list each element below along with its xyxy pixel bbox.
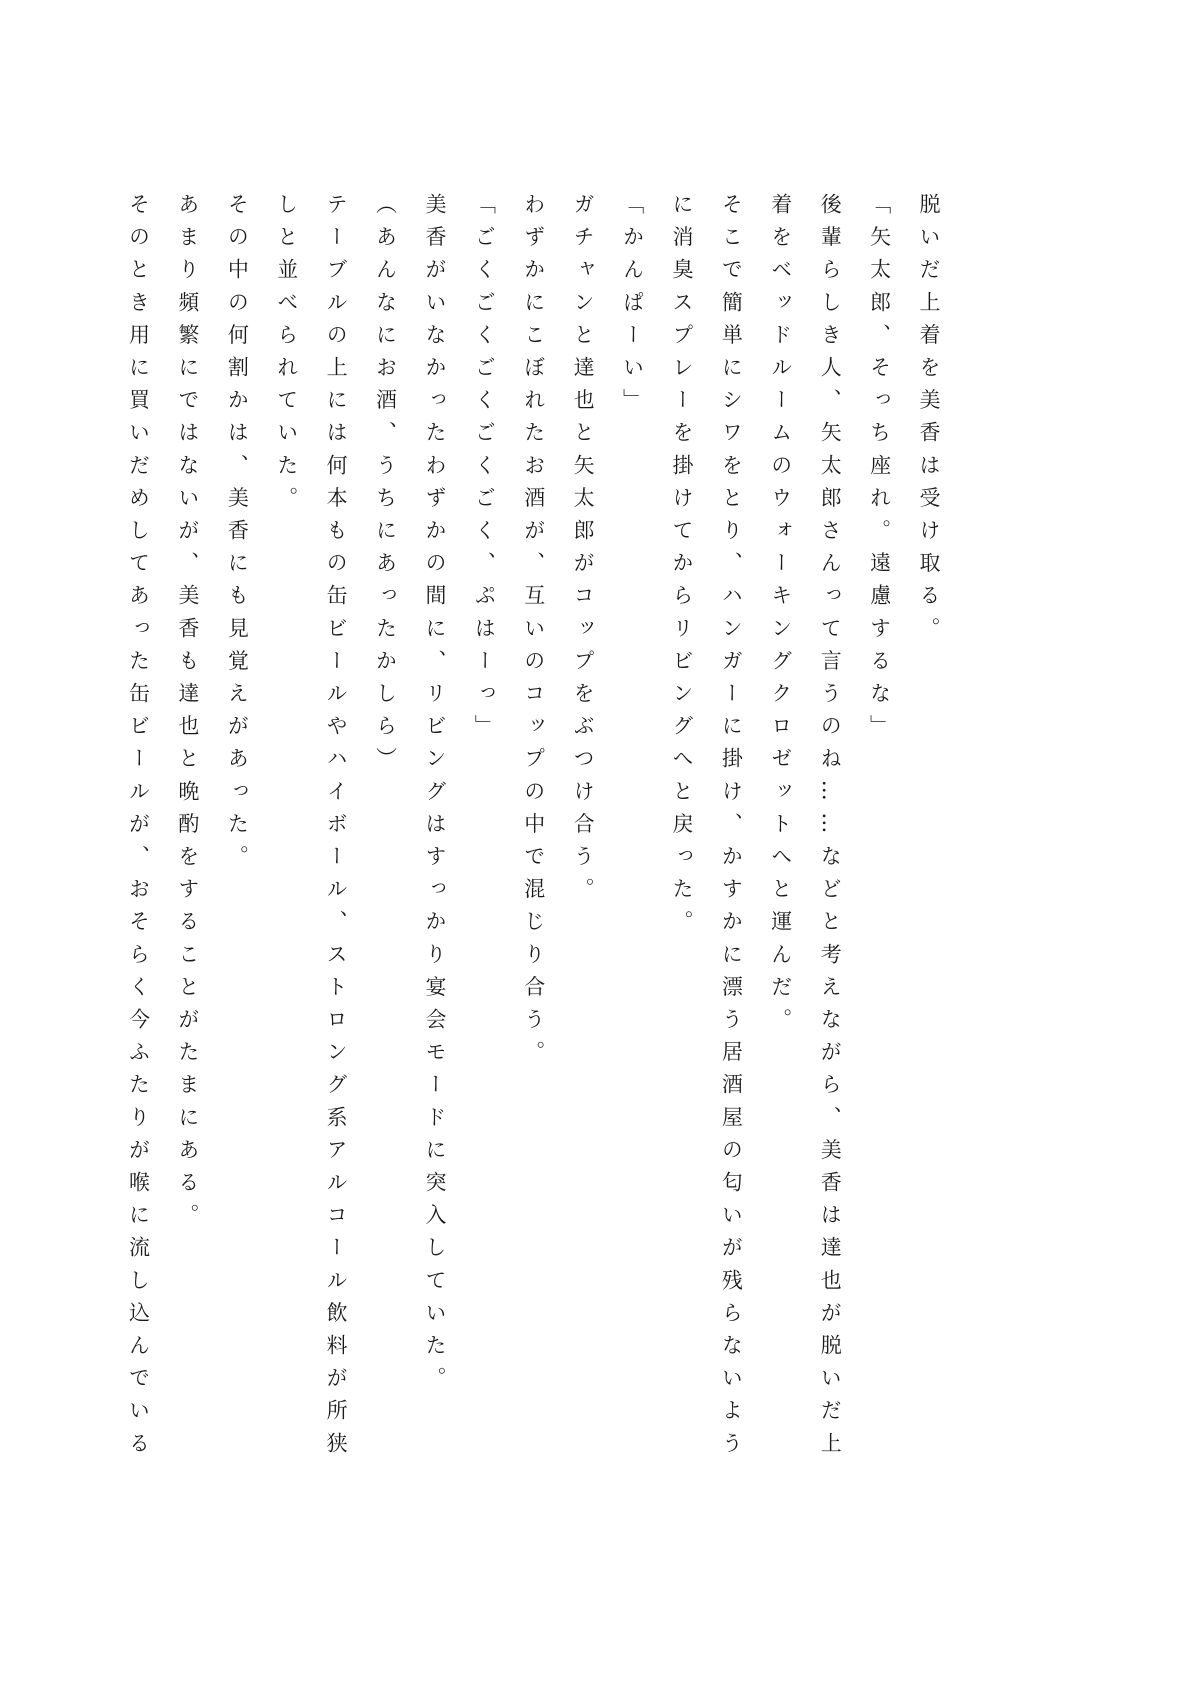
text-line: 脱いだ上着を美香は受け取る。 [917,193,941,650]
text-line: 「かんぱーい」 [620,193,645,422]
text-line: わずかにこぼれたお酒が、互いのコップの中で混じり合う。 [521,193,546,1074]
text-line: あまり頻繁にではないが、美香も達也と晩酌をすることがたまにある。 [175,193,200,1237]
text-line: そのとき用に買いだめしてあった缶ビールが、おそらく今ふたりが喉に流し込んでいる [126,193,151,1465]
text-line: （あんなにお酒、うちにあったかしら） [373,193,398,780]
text-line: 「ごくごくごくごくごく、ぷはーっ」 [472,193,497,748]
text-line: 美香がいなかったわずかの間に、リビングはすっかり宴会モードに突入していた。 [422,193,447,1400]
vertical-text-body [113,193,953,1553]
text-line: そこで簡単にシワをとり、ハンガーに掛け、かすかに漂う居酒屋の匂いが残らないよう [719,193,744,1465]
text-line: に消臭スプレーを掛けてからリビングへと戻った。 [669,193,694,943]
text-line: 「矢太郎、そっち座れ。遠慮するな」 [867,193,892,748]
text-line: その中の何割かは、美香にも見覚えがあった。 [225,193,250,878]
text-line: しと並べられていた。 [274,193,299,519]
text-line: 着をベッドルームのウォーキングクロゼットへと運んだ。 [768,193,793,1041]
text-line: テーブルの上には何本もの缶ビールやハイボール、ストロング系アルコール飲料が所狭 [324,193,349,1465]
text-line: 後輩らしき人、矢太郎さんって言うのね……などと考えながら、美香は達也が脱いだ上 [818,193,843,1465]
text-line: ガチャンと達也と矢太郎がコップをぶつけ合う。 [571,193,596,911]
